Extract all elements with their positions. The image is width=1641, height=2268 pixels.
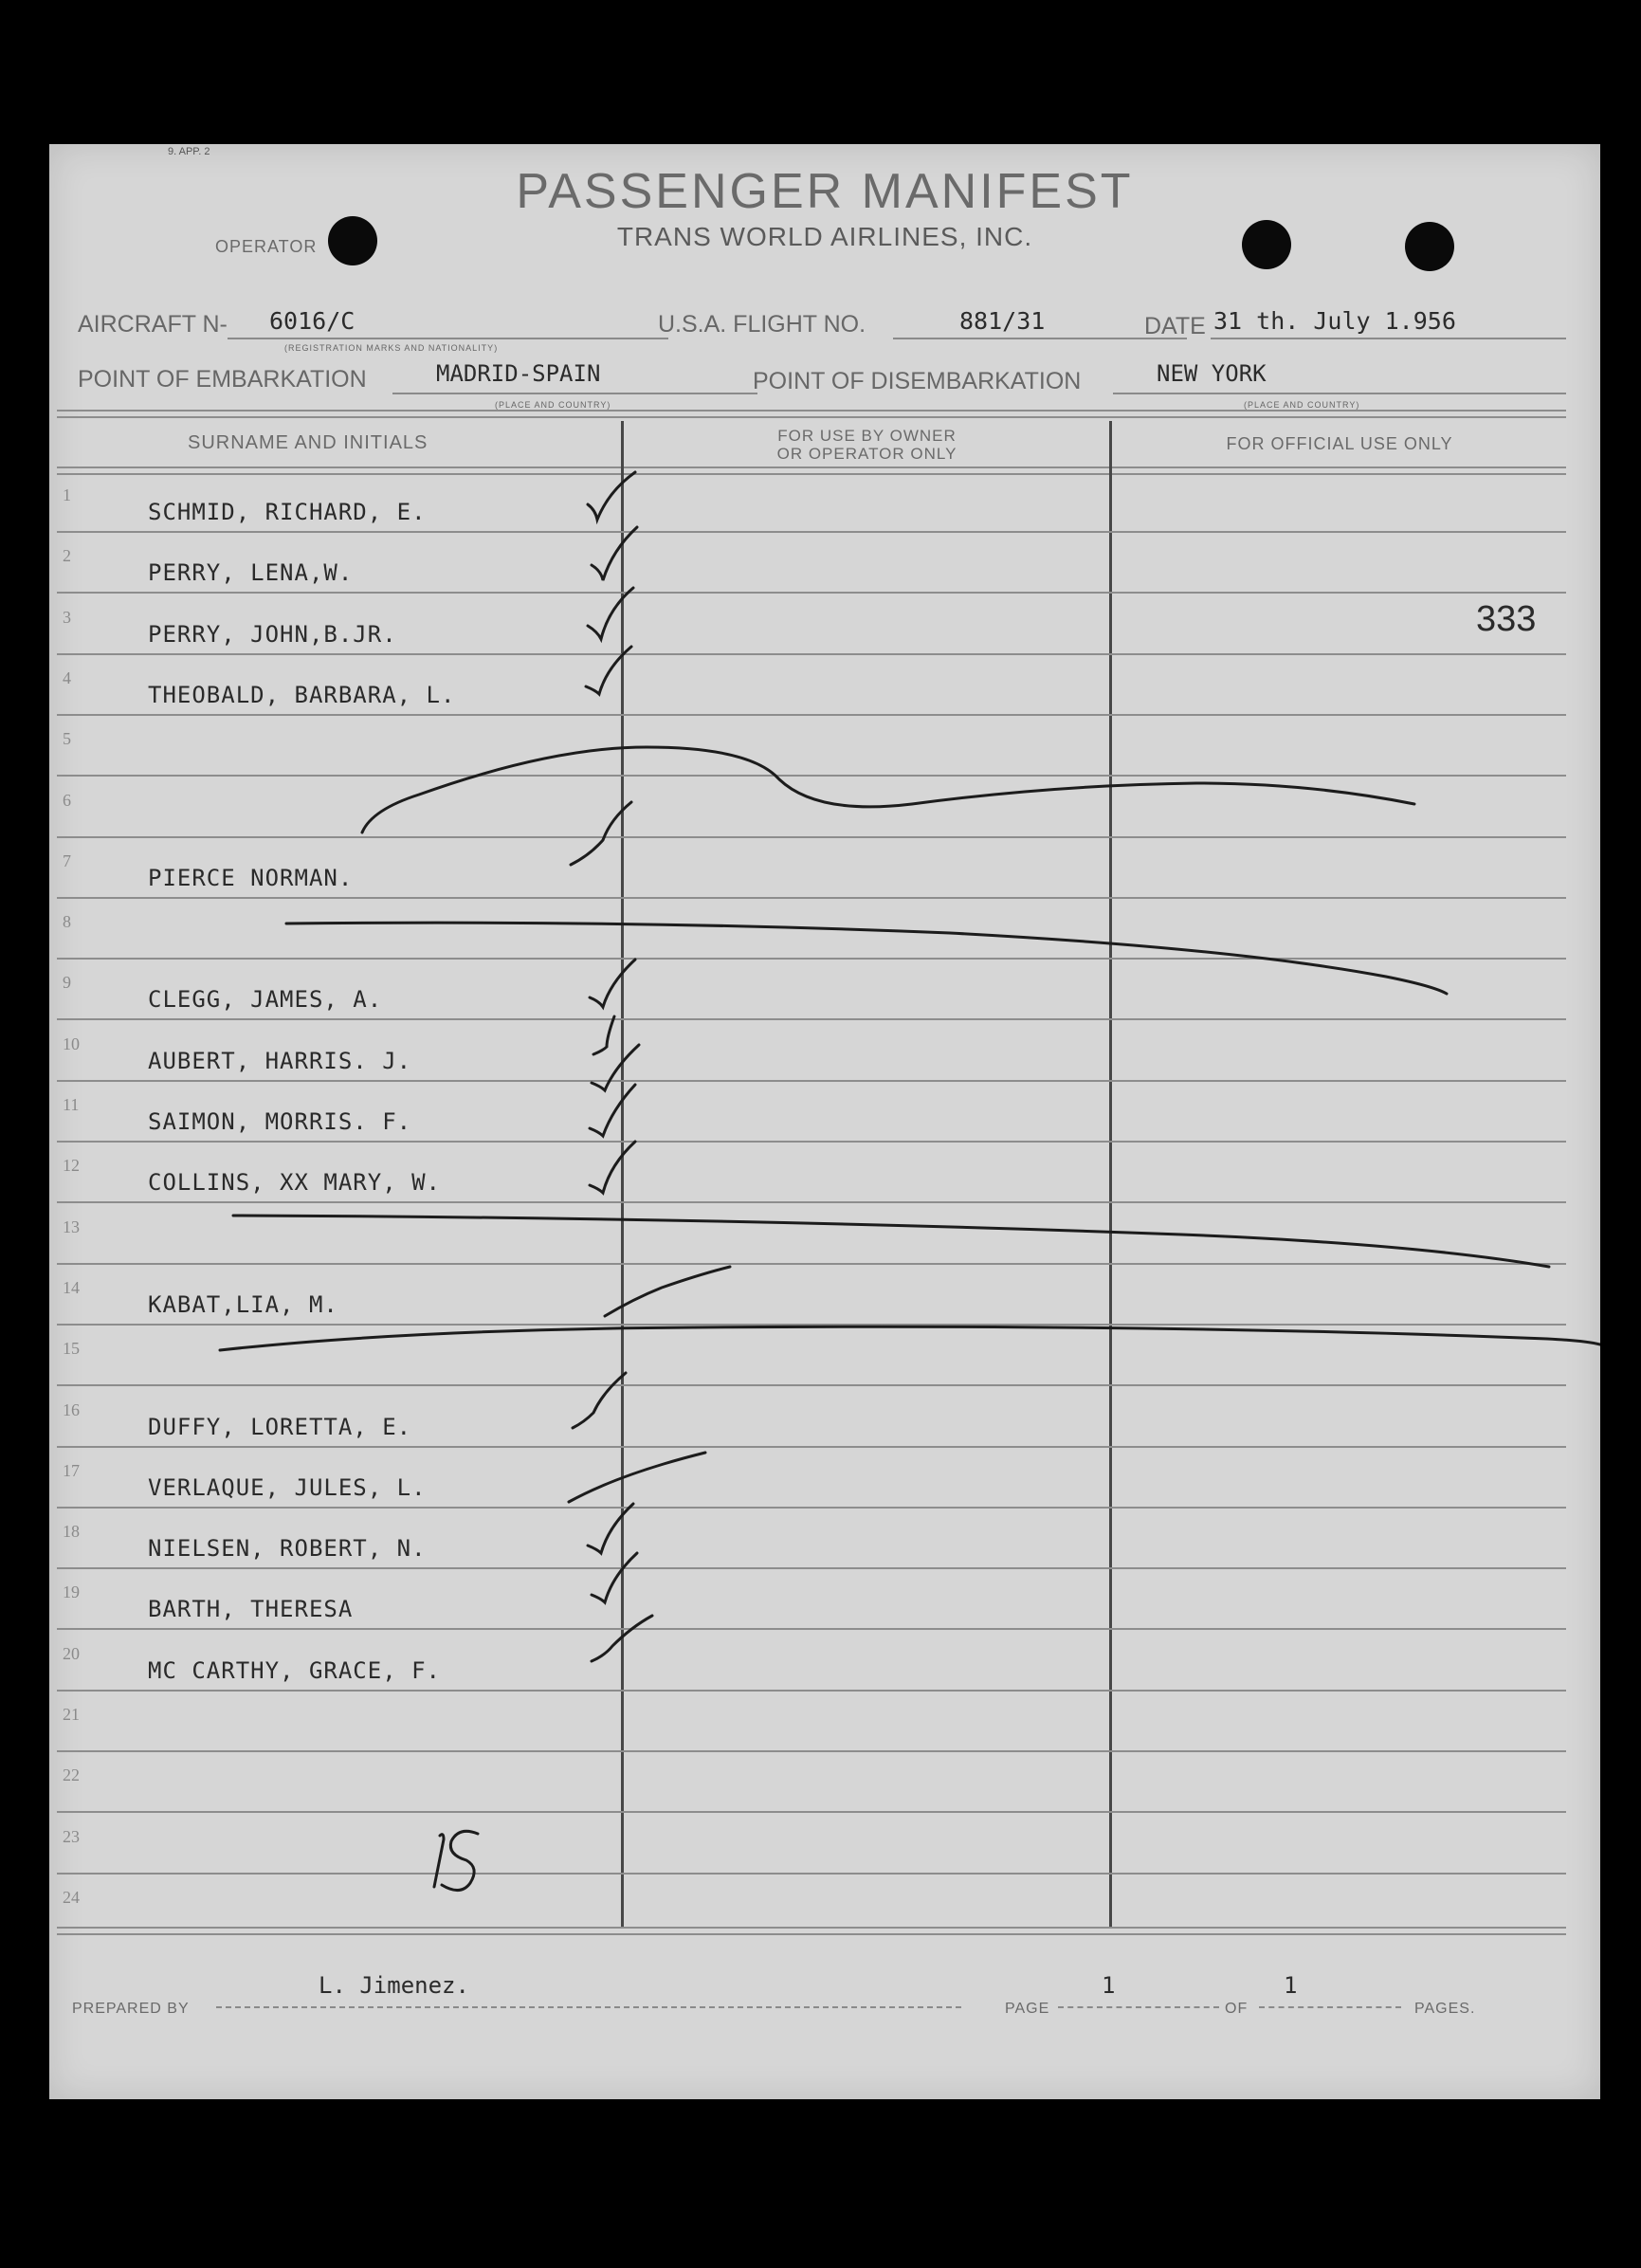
row-number: 1	[63, 485, 71, 504]
flight-number-label: U.S.A. FLIGHT NO.	[658, 311, 866, 338]
official-number: 333	[1476, 599, 1537, 639]
checkmark-icon	[588, 472, 635, 520]
row-number: 15	[63, 1339, 80, 1359]
row-number: 21	[63, 1705, 80, 1724]
strike-line	[286, 923, 1447, 994]
embarkation-sublabel: (PLACE AND COUNTRY)	[495, 400, 611, 410]
of-value: 1	[1284, 1972, 1298, 1999]
form-number: 9. APP. 2	[168, 146, 210, 157]
checkmark-icon	[569, 1453, 705, 1502]
handwritten-marks	[49, 144, 1600, 2099]
manifest-sheet	[49, 144, 1600, 2099]
passenger-name: PIERCE NORMAN.	[148, 864, 354, 891]
aircraft-sublabel: (REGISTRATION MARKS AND NATIONALITY)	[284, 343, 499, 353]
checkmark-icon	[586, 647, 631, 694]
aircraft-label: AIRCRAFT N-	[78, 311, 228, 338]
page-value: 1	[1102, 1972, 1116, 1999]
passenger-name: SCHMID, RICHARD, E.	[148, 499, 427, 525]
row-number: 17	[63, 1460, 80, 1480]
row-number: 10	[63, 1033, 80, 1053]
airline-name: TRANS WORLD AIRLINES, INC.	[616, 222, 1033, 251]
passenger-name: DUFFY, LORETTA, E.	[148, 1413, 412, 1440]
prepared-by-label: PREPARED BY	[72, 2001, 190, 2017]
flight-number-value: 881/31	[959, 307, 1046, 335]
operator-label: OPERATOR	[215, 237, 318, 256]
disembarkation-sublabel: (PLACE AND COUNTRY)	[1244, 400, 1360, 410]
column-surname: SURNAME AND INITIALS	[188, 432, 428, 453]
row-number: 9	[63, 973, 71, 993]
embarkation-label: POINT OF EMBARKATION	[78, 366, 367, 393]
checkmark-icon	[593, 1016, 614, 1054]
row-number: 5	[63, 729, 71, 749]
checkmark-icon	[571, 802, 631, 865]
passenger-name: MC CARTHY, GRACE, F.	[148, 1656, 441, 1684]
checkmark-icon	[588, 588, 633, 639]
passenger-name: CLEGG, JAMES, A.	[148, 986, 383, 1014]
checkmark-icon	[592, 1553, 637, 1602]
row-number: 14	[63, 1277, 80, 1297]
handwritten-15	[442, 1831, 478, 1890]
punch-hole	[1242, 220, 1291, 269]
row-number: 2	[63, 546, 71, 566]
date-value: 31 th. July 1.956	[1213, 307, 1456, 335]
prepared-by-value: L. Jimenez.	[319, 1972, 469, 1999]
row-number: 24	[63, 1887, 80, 1907]
aircraft-value: 6016/C	[269, 307, 356, 335]
row-number: 8	[63, 912, 71, 932]
embarkation-value: MADRID-SPAIN	[436, 360, 601, 387]
row-number: 19	[63, 1582, 80, 1602]
checkmark-icon	[605, 1267, 730, 1316]
strike-line	[233, 1216, 1549, 1267]
row-number: 4	[63, 668, 71, 687]
row-number: 3	[63, 607, 71, 627]
checkmark-icon	[573, 1373, 626, 1428]
column-official: FOR OFFICIAL USE ONLY	[1226, 434, 1453, 453]
checkmark-icon	[590, 960, 635, 1007]
page-label: PAGE	[1005, 2001, 1050, 2017]
passenger-name: THEOBALD, BARBARA, L.	[148, 681, 456, 708]
handwritten-15	[434, 1835, 444, 1887]
row-number: 20	[63, 1643, 80, 1663]
page-title: PASSENGER MANIFEST	[516, 164, 1134, 219]
checkmark-icon	[588, 1504, 633, 1553]
row-number: 13	[63, 1216, 80, 1236]
punch-hole	[328, 216, 377, 265]
row-number: 16	[63, 1399, 80, 1419]
row-number: 12	[63, 1156, 80, 1176]
passenger-name: AUBERT, HARRIS. J.	[148, 1047, 412, 1074]
strike-line	[362, 747, 1414, 832]
passenger-name: COLLINS, XX MARY, W.	[148, 1169, 441, 1197]
of-label: OF	[1225, 2001, 1249, 2017]
column-owner: FOR USE BY OWNER OR OPERATOR ONLY	[776, 427, 957, 463]
passenger-name: VERLAQUE, JULES, L.	[148, 1473, 427, 1501]
passenger-name: PERRY, LENA,W.	[148, 559, 354, 587]
punch-hole	[1405, 222, 1454, 271]
row-number: 7	[63, 850, 71, 870]
date-label: DATE	[1144, 313, 1206, 339]
passenger-name: KABAT,LIA, M.	[148, 1290, 338, 1318]
passenger-name: BARTH, THERESA	[148, 1596, 354, 1623]
row-number: 23	[63, 1826, 80, 1846]
passenger-name: PERRY, JOHN,B.JR.	[148, 620, 397, 648]
row-number: 22	[63, 1765, 80, 1785]
disembarkation-value: NEW YORK	[1157, 360, 1267, 387]
checkmark-icon	[592, 1616, 652, 1661]
row-number: 6	[63, 790, 71, 810]
strike-line	[220, 1326, 1600, 1350]
row-number: 18	[63, 1522, 80, 1542]
passenger-name: NIELSEN, ROBERT, N.	[148, 1535, 427, 1563]
checkmark-icon	[590, 1142, 635, 1193]
checkmark-icon	[590, 1085, 635, 1136]
passenger-name: SAIMON, MORRIS. F.	[148, 1108, 412, 1135]
row-number: 11	[63, 1095, 80, 1114]
disembarkation-label: POINT OF DISEMBARKATION	[753, 368, 1082, 394]
pages-label: PAGES.	[1414, 2001, 1476, 2017]
checkmark-icon	[592, 527, 637, 580]
